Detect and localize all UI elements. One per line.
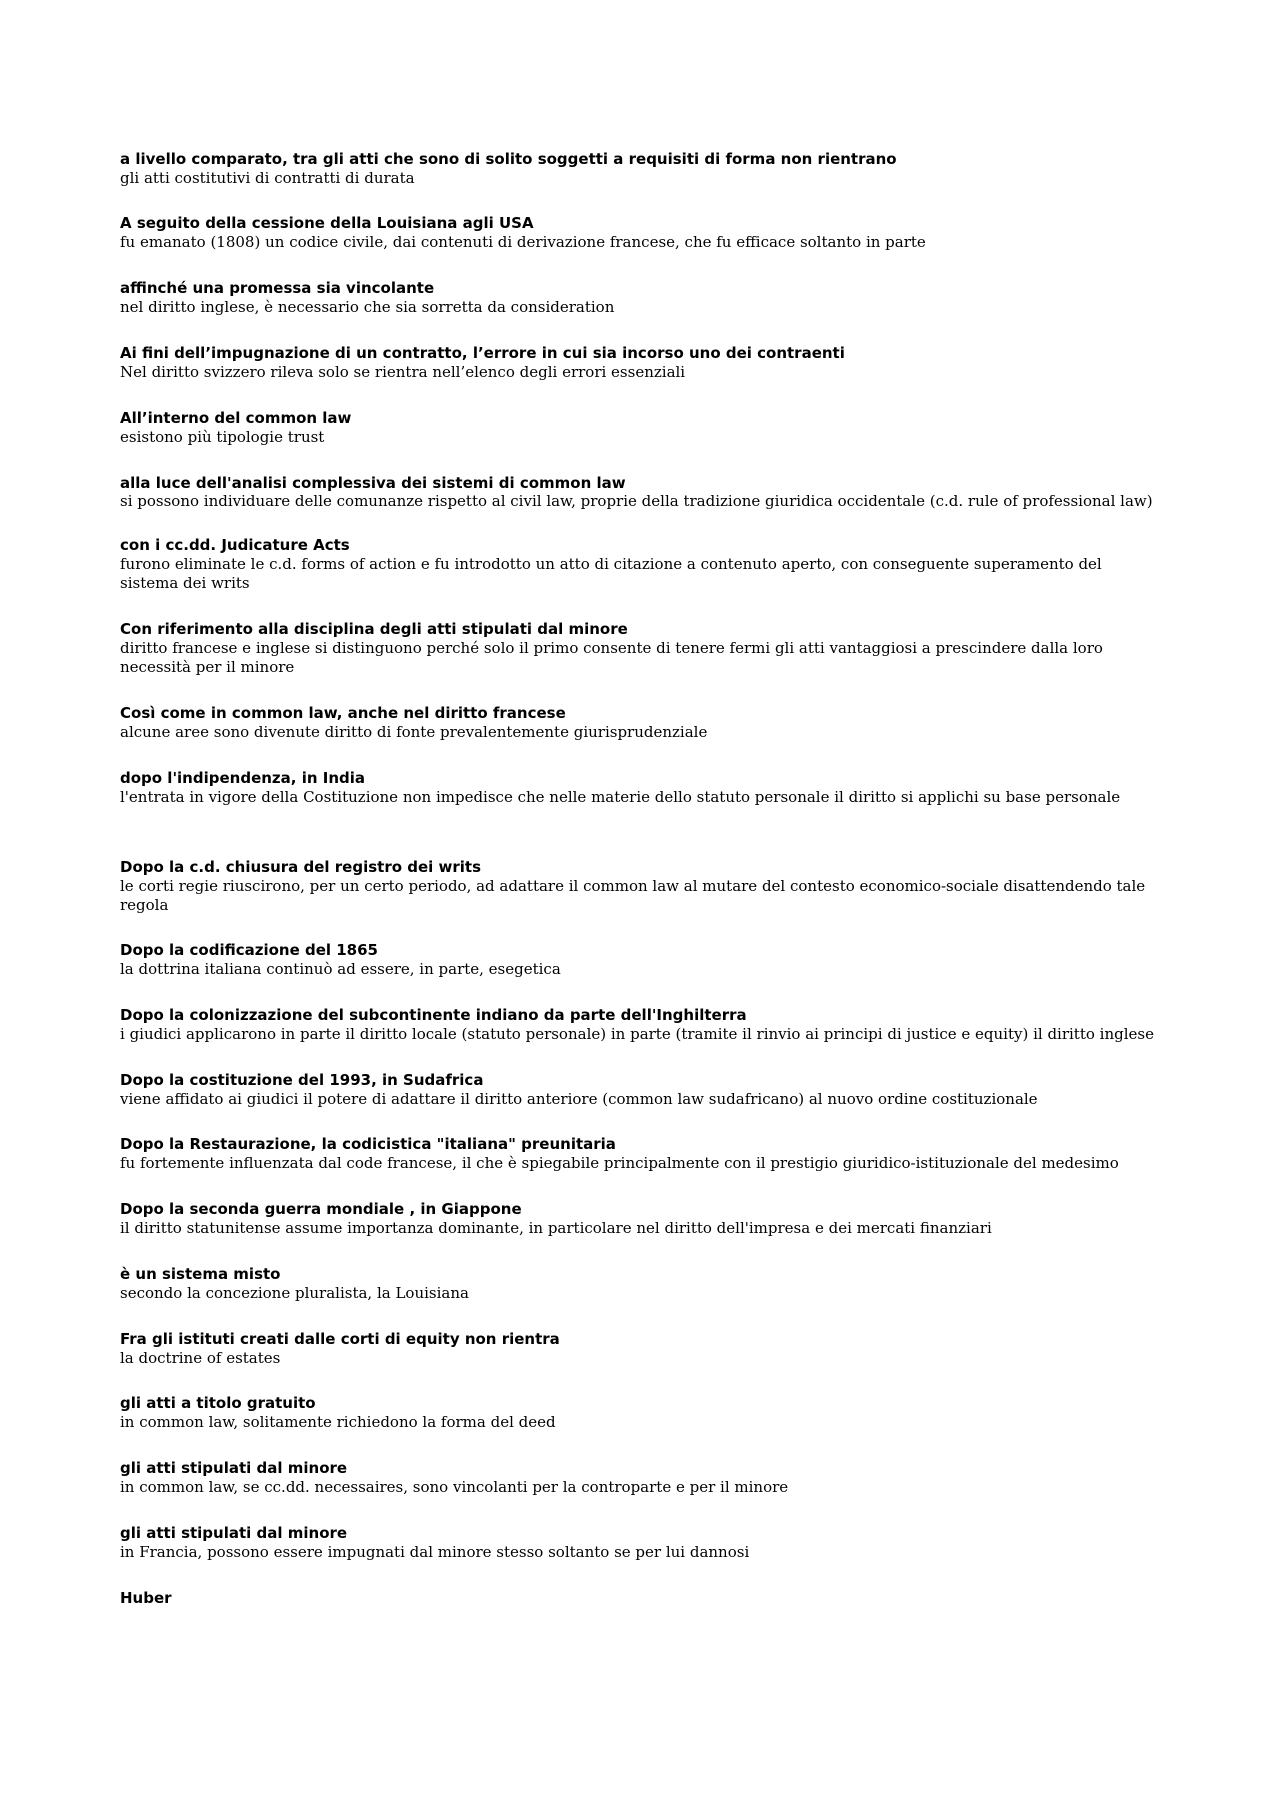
- answer-text: si possono individuare delle comunanze rispetto al civil law, proprie della tradizione giuridica occidentale (c.d. rule of professional law): [120, 492, 1153, 510]
- question-text: A seguito della cessione della Louisiana agli USA: [120, 214, 534, 232]
- question-text: affinché una promessa sia vincolante: [120, 279, 435, 297]
- question-text: Dopo la codificazione del 1865: [120, 941, 378, 959]
- qa-entry: [120, 769, 1160, 807]
- question-text: Dopo la seconda guerra mondiale , in Giappone: [120, 1200, 522, 1218]
- qa-entry: [120, 1135, 1160, 1173]
- answer-text: gli atti costitutivi di contratti di durata: [120, 169, 415, 187]
- qa-entry: [120, 150, 1160, 188]
- question-text: Con riferimento alla disciplina degli atti stipulati dal minore: [120, 620, 628, 638]
- qa-entry: [120, 941, 1160, 979]
- question-text: Huber: [120, 1589, 172, 1607]
- answer-text: Nel diritto svizzero rileva solo se rientra nell’elenco degli errori essenziali: [120, 363, 686, 381]
- question-text: dopo l'indipendenza, in India: [120, 769, 365, 787]
- question-text: Dopo la Restaurazione, la codicistica "italiana" preunitaria: [120, 1135, 616, 1153]
- document-page: [120, 150, 1160, 1608]
- question-text: Così come in common law, anche nel diritto francese: [120, 704, 566, 722]
- qa-entry: [120, 409, 1160, 447]
- answer-text: in Francia, possono essere impugnati dal minore stesso soltanto se per lui dannosi: [120, 1543, 750, 1561]
- answer-text: i giudici applicarono in parte il diritto locale (statuto personale) in parte (tramite il rinvio ai principi di justice e equity) il diritto inglese: [120, 1025, 1154, 1043]
- answer-text: fu fortemente influenzata dal code francese, il che è spiegabile principalmente con il prestigio giuridico-istituzionale del medesimo: [120, 1154, 1119, 1172]
- question-text: Fra gli istituti creati dalle corti di equity non rientra: [120, 1330, 560, 1348]
- answer-text: esistono più tipologie trust: [120, 428, 325, 446]
- qa-entry: [120, 620, 1160, 677]
- question-text: alla luce dell'analisi complessiva dei sistemi di common law: [120, 474, 626, 492]
- qa-entry: [120, 1265, 1160, 1303]
- answer-text: alcune aree sono divenute diritto di fonte prevalentemente giurisprudenziale: [120, 723, 708, 741]
- qa-entry: [120, 214, 1160, 252]
- qa-entry: [120, 474, 1160, 510]
- qa-entry: [120, 1330, 1160, 1368]
- qa-entry: [120, 279, 1160, 317]
- question-text: All’interno del common law: [120, 409, 352, 427]
- answer-text: il diritto statunitense assume importanza dominante, in particolare nel diritto dell'impresa e dei mercati finanziari: [120, 1219, 992, 1237]
- question-text: a livello comparato, tra gli atti che sono di solito soggetti a requisiti di forma non rientrano: [120, 150, 897, 168]
- answer-text: in common law, se cc.dd. necessaires, sono vincolanti per la controparte e per il minore: [120, 1478, 789, 1496]
- answer-text: in common law, solitamente richiedono la forma del deed: [120, 1413, 556, 1431]
- qa-entry: [120, 1394, 1160, 1432]
- question-text: gli atti a titolo gratuito: [120, 1394, 316, 1412]
- answer-text: diritto francese e inglese si distinguono perché solo il primo consente di tenere fermi gli atti vantaggiosi a prescindere dalla loro necessità per il minore: [120, 639, 1103, 676]
- question-text: Dopo la costituzione del 1993, in Sudafrica: [120, 1071, 484, 1089]
- qa-entry: [120, 1589, 1160, 1608]
- answer-text: fu emanato (1808) un codice civile, dai contenuti di derivazione francese, che fu efficace soltanto in parte: [120, 233, 926, 251]
- question-text: è un sistema misto: [120, 1265, 281, 1283]
- answer-text: la doctrine of estates: [120, 1349, 281, 1367]
- question-text: Ai fini dell’impugnazione di un contratto, l’errore in cui sia incorso uno dei contraenti: [120, 344, 845, 362]
- qa-entry: [120, 536, 1160, 593]
- qa-entry: [120, 1524, 1160, 1562]
- answer-text: le corti regie riuscirono, per un certo periodo, ad adattare il common law al mutare del contesto economico-sociale disattendendo tale regola: [120, 877, 1146, 914]
- answer-text: furono eliminate le c.d. forms of action e fu introdotto un atto di citazione a contenuto aperto, con conseguente superamento del sistema dei writs: [120, 555, 1102, 592]
- answer-text: nel diritto inglese, è necessario che sia sorretta da consideration: [120, 298, 615, 316]
- qa-entry: [120, 344, 1160, 382]
- question-text: Dopo la c.d. chiusura del registro dei writs: [120, 858, 482, 876]
- qa-entry: [120, 704, 1160, 742]
- question-text: Dopo la colonizzazione del subcontinente indiano da parte dell'Inghilterra: [120, 1006, 747, 1024]
- answer-text: la dottrina italiana continuò ad essere, in parte, esegetica: [120, 960, 561, 978]
- qa-entry: [120, 1071, 1160, 1109]
- qa-entry: [120, 1200, 1160, 1238]
- answer-text: secondo la concezione pluralista, la Louisiana: [120, 1284, 469, 1302]
- answer-text: viene affidato ai giudici il potere di adattare il diritto anteriore (common law sudafricano) al nuovo ordine costituzionale: [120, 1090, 1038, 1108]
- question-text: gli atti stipulati dal minore: [120, 1524, 348, 1542]
- question-text: con i cc.dd. Judicature Acts: [120, 536, 350, 554]
- qa-entry: [120, 858, 1160, 915]
- qa-entry: [120, 1459, 1160, 1497]
- question-text: gli atti stipulati dal minore: [120, 1459, 348, 1477]
- answer-text: l'entrata in vigore della Costituzione non impedisce che nelle materie dello statuto personale il diritto si applichi su base personale: [120, 788, 1121, 806]
- qa-entry: [120, 1006, 1160, 1044]
